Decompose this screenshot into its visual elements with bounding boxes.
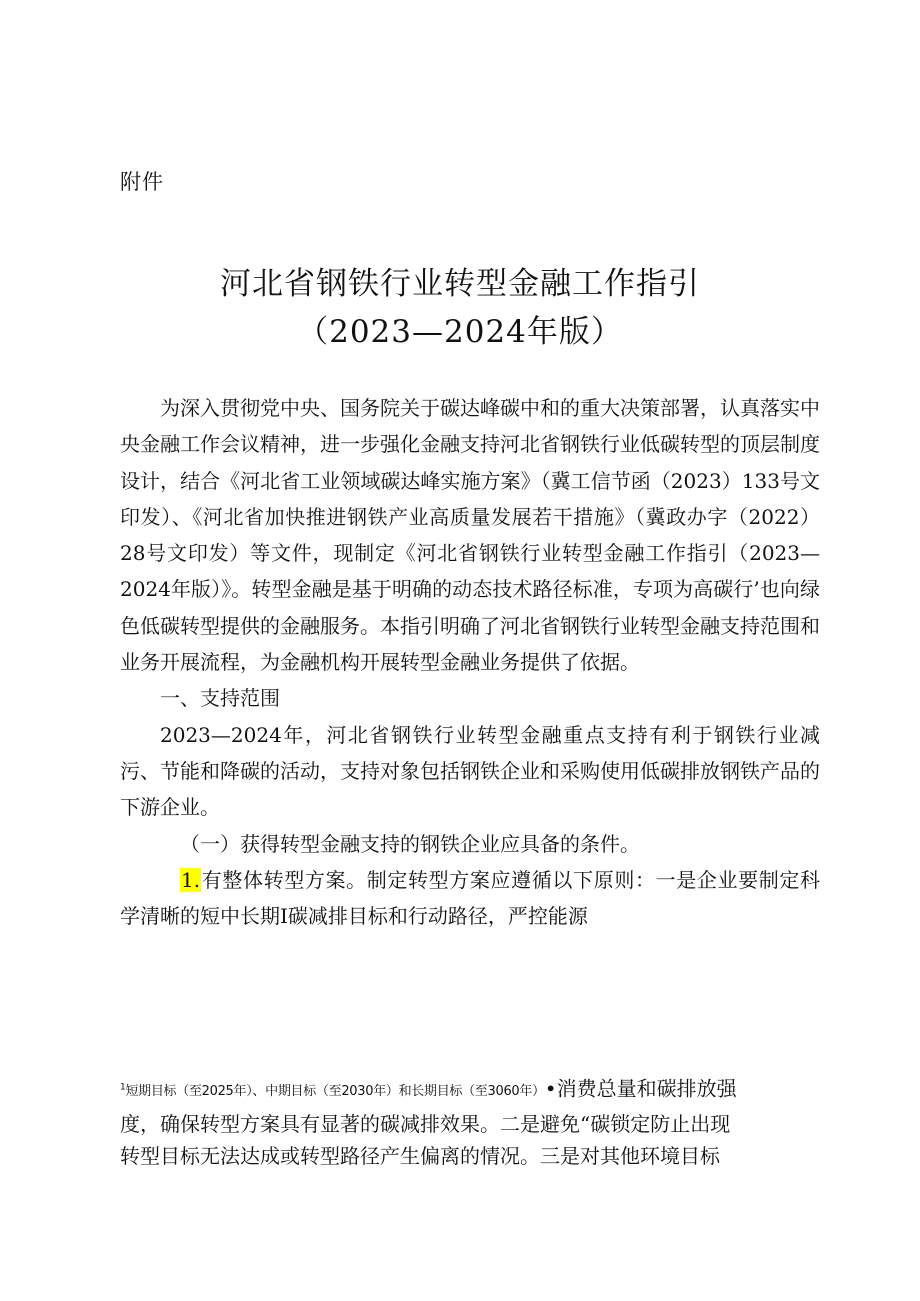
footnote bbox=[120, 1084, 545, 1099]
continuation-line: 转型目标无法达成或转型路径产生偏离的情况。三是对其他环境目标 bbox=[120, 1144, 720, 1169]
document-title: 河北省钢铁行业转型金融工作指引 bbox=[220, 266, 700, 302]
continuation-line: 度，确保转型方案具有显著的碳减排效果。二是避免“碳锁定防止出现 bbox=[120, 1112, 731, 1137]
section-heading: 一、支持范围 bbox=[160, 686, 280, 711]
continuation-text: •消费总量和碳排放强 bbox=[544, 1076, 737, 1101]
highlighted-item-number: 1. bbox=[181, 867, 201, 892]
attachment-label: 附件 bbox=[120, 170, 164, 194]
document-subtitle: （2023—2024年版） bbox=[297, 314, 623, 350]
document-body bbox=[120, 390, 820, 934]
footnote-area bbox=[120, 1072, 820, 1172]
list-item bbox=[120, 862, 820, 935]
footnote-line bbox=[120, 1072, 820, 1108]
intro-paragraph: 为深入贯彻党中央、国务院关于碳达峰碳中和的重大决策部署，认真落实中央金融工作会议精神，进一步强化金融支持河北省钢铁行业低碳转型的顶层制度设计，结合《河北省工业领域碳达峰实施方案》（冀工信节函（2023）133号文印发）、《河北省加快推进钢铁产业高质量发展若干措施》（冀政办字（2022）28号文印发）等文件，现制定《河北省钢铁行业转型金融工作指引（2023—2024年版）》。转型金融是基于明确的动态技术路径标准，专项为高碳行’也向绿色低碳转型提供的金融服务。本指引明确了河北省钢铁行业转型金融支持范围和业务开展流程，为金融机构开展转型金融业务提供了依据。 bbox=[120, 396, 820, 675]
footnote-text: 短期目标（至2025年）、中期目标（至2030年）和长期目标（至3060年） bbox=[125, 1084, 545, 1100]
section-paragraph: 2023—2024年，河北省钢铁行业转型金融重点支持有利于钢铁行业减污、节能和降碳的活动，支持对象包括钢铁企业和采购使用低碳排放钢铁产品的下游企业。 bbox=[120, 722, 820, 820]
footnote-marker: 1 bbox=[120, 1083, 126, 1093]
list-item-text: 有整体转型方案。制定转型方案应遵循以下原则：一是企业要制定科学清晰的短中长期I碳减排目标和行动路径，严控能源 bbox=[120, 867, 820, 929]
subsection-heading: （一）获得转型金融支持的钢铁企业应具备的条件。 bbox=[180, 831, 640, 856]
